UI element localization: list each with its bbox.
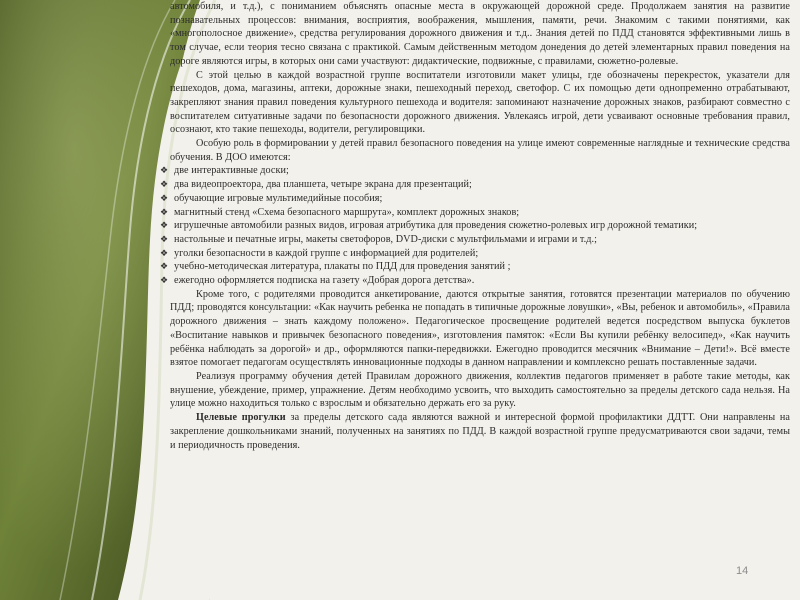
bullet-icon: ❖ (160, 247, 169, 258)
page-number: 14 (736, 565, 749, 577)
bullet-icon: ❖ (160, 233, 169, 244)
list-item: ❖ два видеопроектора, два планшета, четыре экрана для презентаций; (160, 179, 472, 191)
bullet-icon: ❖ (160, 192, 169, 203)
list-item: ❖ настольные и печатные игры, макеты светофоров, DVD-диски с мультфильмами и играми и т.д.; (160, 233, 597, 245)
list-item: ❖ обучающие игровые мультимедийные пособия; (160, 192, 383, 204)
list-item: ❖ ежегодно оформляется подписка на газету «Добрая дорога детства». (160, 275, 475, 287)
paragraph-methods: Реализуя программу обучения детей Правилам дорожного движения, коллектив педагогов применяет в работе такие методы, как внушение, убеждение, пример, упражнение. Детям необходимо усвоить, что выходить самостоятельно за пределы детского сада нельзя. На улице можно находиться только с взрослым и обязательно держать его за руку. (170, 370, 790, 410)
list-item: ❖ две интерактивные доски; (160, 165, 289, 177)
bullet-icon: ❖ (160, 220, 169, 231)
bullet-icon: ❖ (160, 261, 169, 272)
paragraph-intro: автомобиля, и т.д.), с пониманием объяснять опасные места в окружающей дорожной среде. Продолжаем занятия на развитие познавательных процессов: внимания, восприятия, воображения, мышления, памяти, речи. Знакомим с такими понятиями, как «многополосное движение», средства регулирования дорожного движения и т.д.. Знания детей по ПДД становятся эффективными лишь в том случае, если теория тесно связана с практикой. Самым действенным методом донедения до детей элементарных правил поведения на дороге являются игры, в которых они сами участвуют: дидактические, подвижные, с правилами, сюжетно-ролевые. (170, 1, 790, 67)
document-body (160, 0, 790, 580)
paragraph-tech-means: Особую роль в формировании у детей правил безопасного поведения на улице имеют современные наглядные и технические средства обучения. В ДОО имеются: (170, 138, 790, 163)
bullet-icon: ❖ (160, 275, 169, 286)
bullet-icon: ❖ (160, 179, 169, 190)
equipment-list (160, 164, 790, 287)
paragraph-parents: Кроме того, с родителями проводится анкетирование, даются открытые занятия, готовятся презентации материалов по обучению ПДД; проводятся консультации: «Как научить ребенка не попадать в типичные дорожные ловушки», «Вы, ребенок и автомобиль», «Правила дорожного движения – знать каждому положено». Педагогическое просвещение родителей ведется посредством выпуска буклетов «Воспитание навыков и привычек безопасного поведения», изготовления памяток: «Если Вы купили ребёнку велосипед», «Как научить ребёнка наблюдать за дорогой» и др., оформляются папки-передвижки. Ежегодно проводится месячник «Внимание – Дети!». Всё вместе взятое помогает педагогам осуществлять инновационные подходы в данном направлении и комплексно решать поставленные задачи. (170, 288, 790, 369)
paragraph-walks: Целевые прогулки за пределы детского сада являются важной и интересной формой профилактики ДДТТ. Они направлены на закрепление дошкольниками знаний, полученных на занятиях по ПДД. В каждой возрастной группе предусматриваются свои задачи, темы и периодичность проведения. (170, 412, 790, 451)
list-item: ❖ магнитный стенд «Схема безопасного маршрута», комплект дорожных знаков; (160, 206, 520, 218)
paragraph-street-model: С этой целью в каждой возрастной группе воспитатели изготовили макет улицы, где обозначены перекресток, указатели для пешеходов, дома, магазины, аптеки, дорожные знаки, пешеходный переход, светофор. С их помощью дети однопременно отрабатывают, закрепляют знания правил поведения культурного пешехода и водителя: запоминают назначение дорожных знаков, разбирают совместно с воспитателем ситуативные задачи по безопасности дорожного движения. Увлекаясь игрой, дети усваивают основные требования правил, осознают, кто такие пешеходы, водители, регулировщики. (170, 69, 790, 136)
list-item: ❖ уголки безопасности в каждой группе с информацией для родителей; (160, 247, 479, 259)
bold-term: Целевые прогулки (196, 412, 286, 424)
list-item: ❖ учебно-методическая литература, плакаты по ПДД для проведения занятий ; (160, 261, 511, 273)
bullet-icon: ❖ (160, 206, 169, 217)
bullet-icon: ❖ (160, 165, 169, 176)
list-item: ❖ игрушечные автомобили разных видов, игровая атрибутика для проведения сюжетно-ролевых игр дорожной тематики; (160, 220, 698, 232)
